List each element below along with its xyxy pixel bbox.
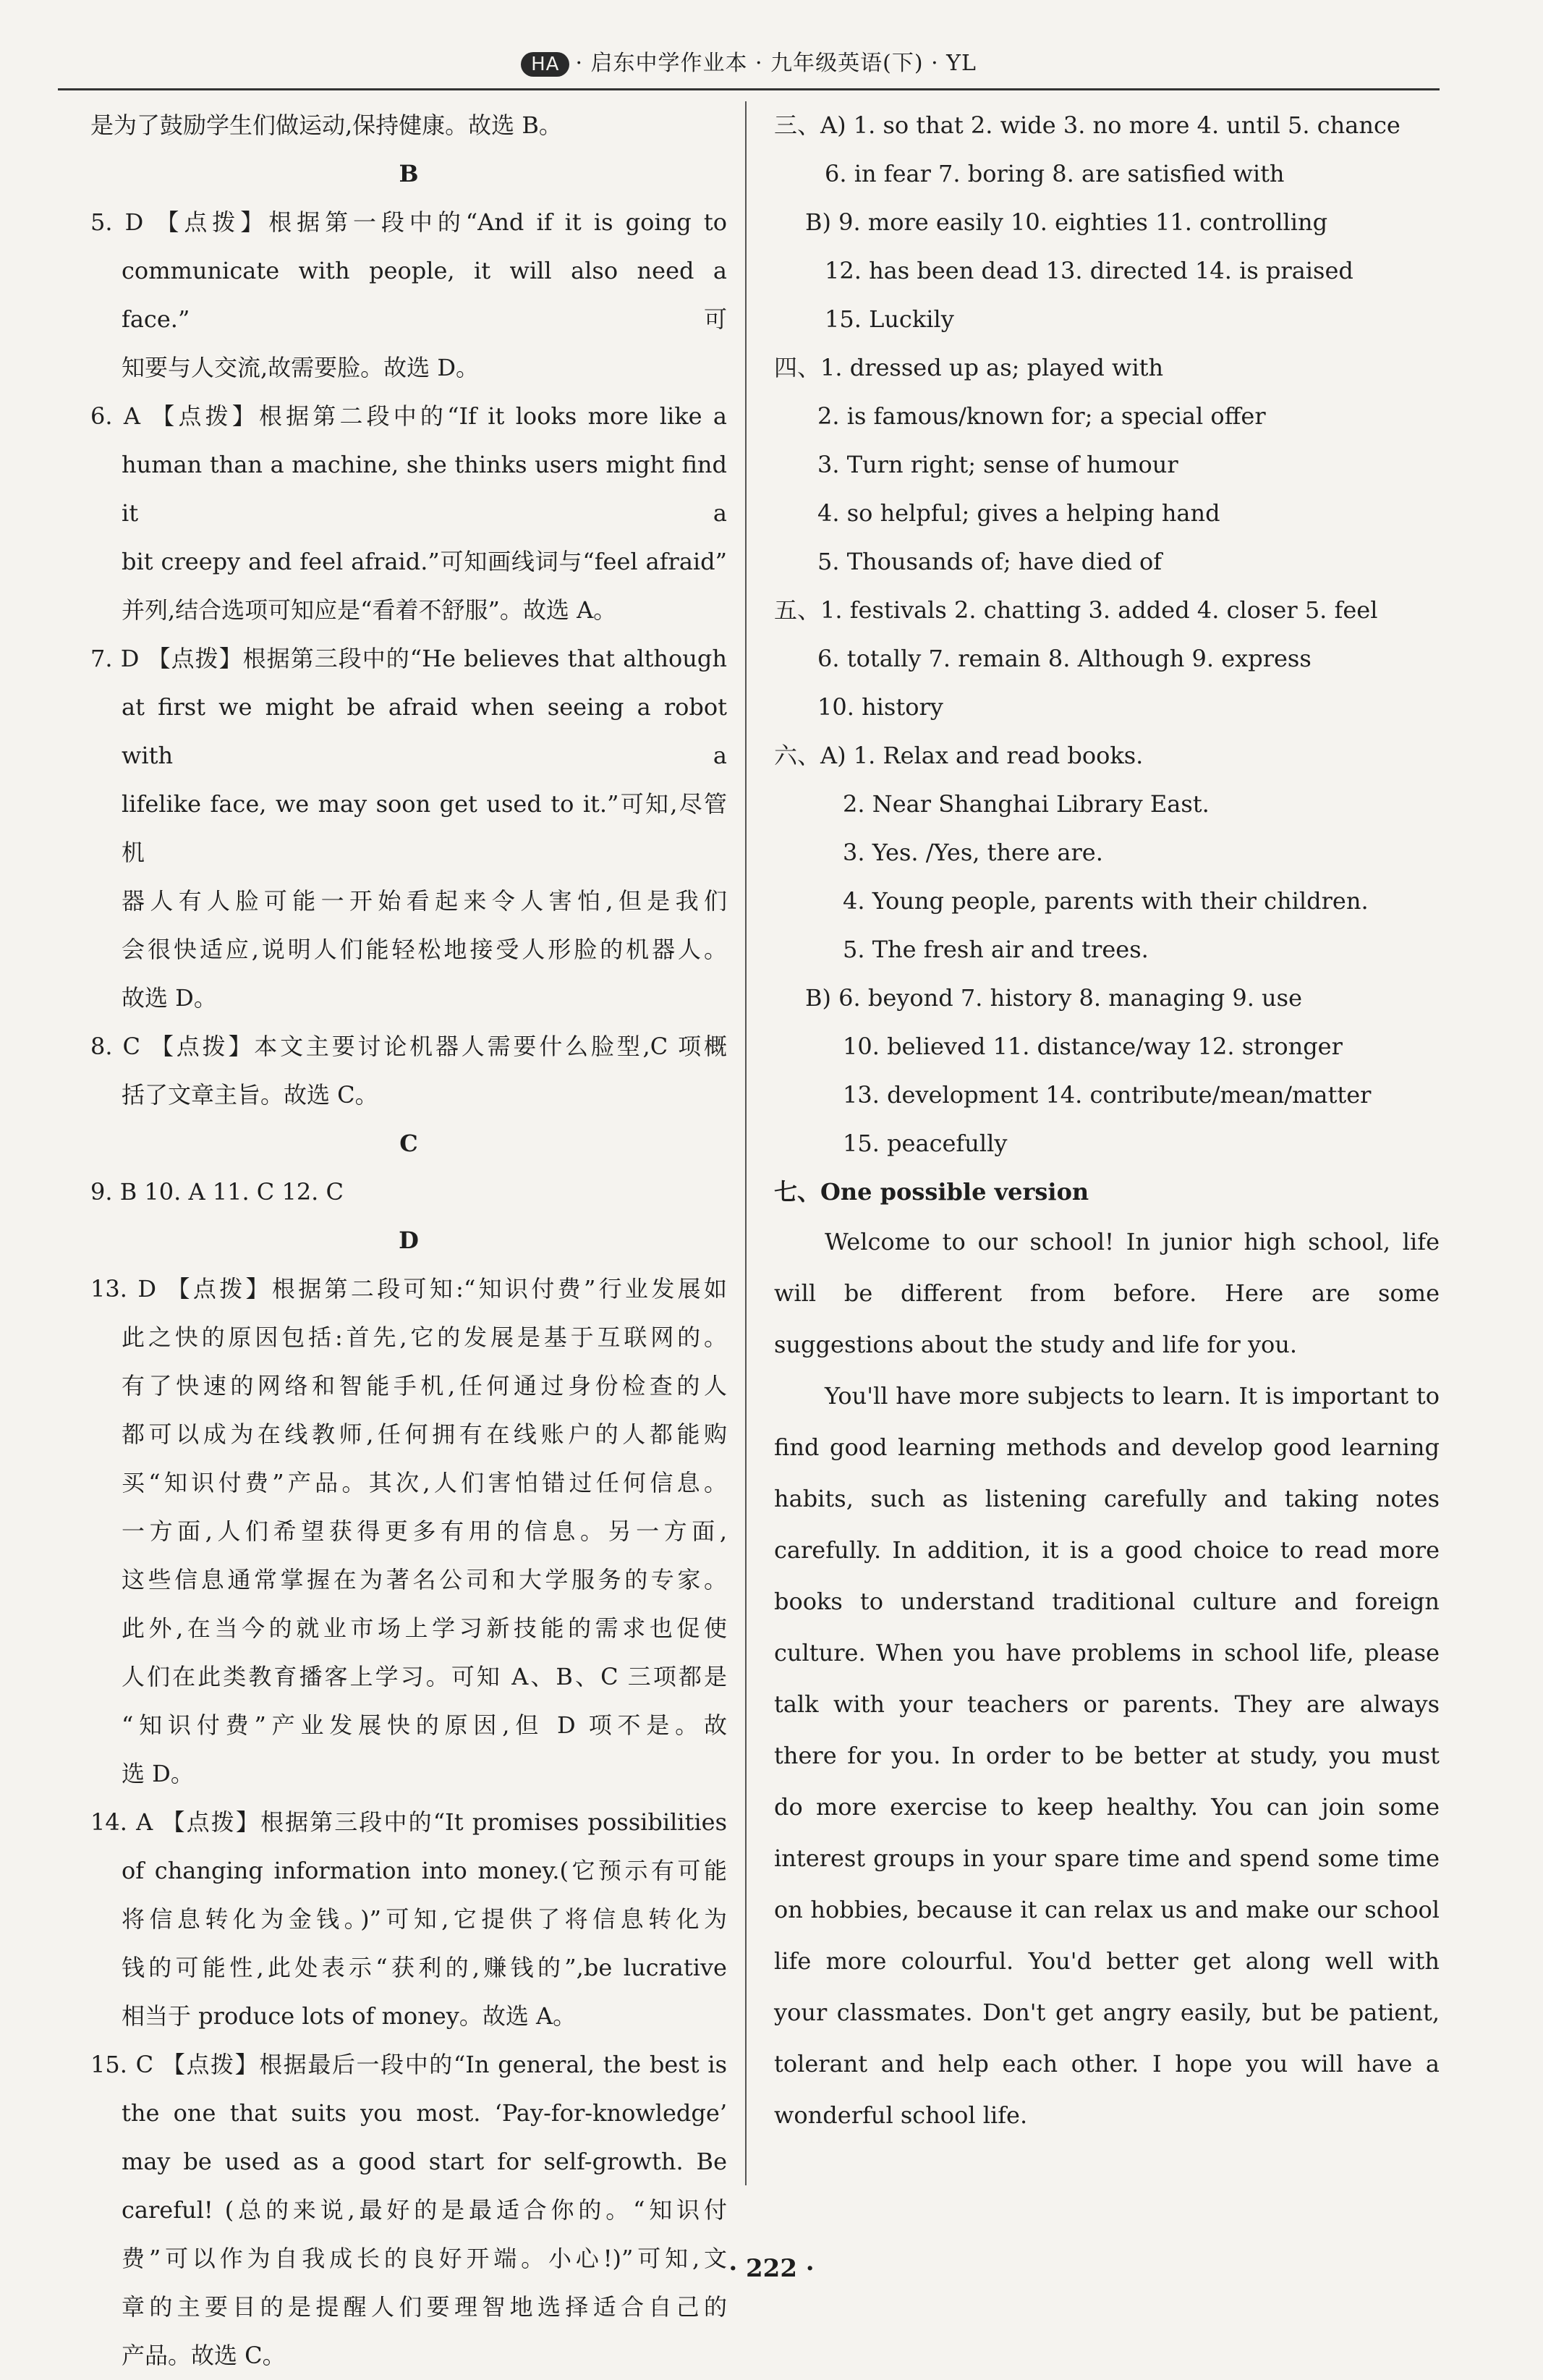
page-header — [58, 45, 1440, 77]
text-line: 并列,结合选项可知应是“看着不舒服”。故选 A。 — [122, 596, 617, 624]
text-line: 括了文章主旨。故选 C。 — [122, 1081, 378, 1109]
text-line: 选 D。 — [122, 1760, 194, 1787]
text-line: 4. so helpful; gives a helping hand — [817, 499, 1220, 527]
text-line: 6. A 【点拨】根据第二段中的“If it looks more like a — [90, 402, 727, 430]
text-line: 2. is famous/known for; a special offer — [817, 402, 1266, 430]
left-column — [90, 101, 727, 2380]
text-line: 一方面,人们希望获得更多有用的信息。另一方面, — [122, 1517, 727, 1545]
column-divider — [745, 101, 747, 2185]
text-line: 产品。故选 C。 — [122, 2342, 286, 2369]
text-line: B) 9. more easily 10. eighties 11. controlling — [805, 208, 1328, 236]
text-line: human than a machine, she thinks users might find it a — [122, 451, 727, 527]
text-line: 是为了鼓励学生们做运动,保持健康。故选 B。 — [90, 111, 562, 139]
text-line: 7. D 【点拨】根据第三段中的“He believes that although — [90, 645, 727, 672]
series-badge: HA — [521, 52, 569, 77]
text-line: C — [399, 1130, 418, 1157]
text-line: of changing information into money.(它预示有可能 — [122, 1857, 727, 1884]
page-number: · 222 · — [728, 2254, 815, 2283]
text-line: B) 6. beyond 7. history 8. managing 9. use — [805, 984, 1303, 1012]
text-line: 4. Young people, parents with their children. — [843, 887, 1369, 915]
text-line: 此外,在当今的就业市场上学习新技能的需求也促使 — [122, 1614, 727, 1642]
text-line: 五、1. festivals 2. chatting 3. added 4. closer 5. feel — [774, 596, 1378, 624]
text-line: 都可以成为在线教师,任何拥有在线账户的人都能购 — [122, 1420, 727, 1448]
text-line: 12. has been dead 13. directed 14. is praised — [825, 257, 1353, 284]
text-line: 3. Turn right; sense of humour — [817, 451, 1178, 478]
text-line: 这些信息通常掌握在为著名公司和大学服务的专家。 — [122, 1566, 727, 1593]
text-line: 10. believed 11. distance/way 12. stronger — [843, 1033, 1343, 1060]
text-line: 15. peacefully — [843, 1130, 1008, 1157]
essay-paragraph-2: You'll have more subjects to learn. It is important to find good learning methods and develop good learning habits, such as listening carefully and taking notes carefully. In addition, it is a good choice to read more books to understand traditional culture and foreign culture. When you have problems in school life, please talk with your teachers or parents. They are always there for you. In order to be better at study, you must do more exercise to keep healthy. You can join some interest groups in your spare time and spend some time on hobbies, because it can relax us and make our school life more colourful. You'd better get along well with your classmates. Don't get angry easily, but be patient, tolerant and help each other. I hope you will have a wonderful school life. — [774, 1382, 1440, 2129]
text-line: 10. history — [817, 693, 943, 721]
text-line: 三、A) 1. so that 2. wide 3. no more 4. until 5. chance — [774, 111, 1400, 139]
text-line: 将信息转化为金钱。)”可知,它提供了将信息转化为 — [122, 1905, 727, 1933]
text-line: 故选 D。 — [122, 984, 217, 1012]
text-line: 有了快速的网络和智能手机,任何通过身份检查的人 — [122, 1372, 727, 1399]
header-title: · 启东中学作业本 · 九年级英语(下) · YL — [575, 51, 977, 76]
text-line: D — [399, 1227, 419, 1254]
text-line: 器人有人脸可能一开始看起来令人害怕,但是我们 — [122, 887, 727, 915]
text-line: 6. in fear 7. boring 8. are satisfied with — [825, 160, 1285, 187]
text-line: 15. Luckily — [825, 305, 954, 333]
text-line: 相当于 produce lots of money。故选 A。 — [122, 2002, 577, 2030]
text-line: 6. totally 7. remain 8. Although 9. express — [817, 645, 1312, 672]
text-line: 2. Near Shanghai Library East. — [843, 790, 1210, 818]
text-line: 钱的可能性,此处表示“获利的,赚钱的”,be lucrative — [122, 1954, 727, 1981]
text-line: 15. C 【点拨】根据最后一段中的“In general, the best is — [90, 2051, 727, 2078]
text-line: at first we might be afraid when seeing a robot with a — [122, 693, 727, 769]
text-line: communicate with people, it will also need a face.”可 — [122, 257, 727, 333]
text-line: 13. development 14. contribute/mean/matter — [843, 1081, 1372, 1109]
text-line: 人们在此类教育播客上学习。可知 A、B、C 三项都是 — [122, 1663, 727, 1690]
text-line: 3. Yes. /Yes, there are. — [843, 839, 1103, 866]
text-line: “知识付费”产业发展快的原因,但 D 项不是。故 — [122, 1711, 727, 1739]
text-line: 会很快适应,说明人们能轻松地接受人形脸的机器人。 — [122, 936, 727, 963]
text-line: 知要与人交流,故需要脸。故选 D。 — [122, 354, 480, 381]
text-line: careful! (总的来说,最好的是最适合你的。“知识付 — [122, 2196, 727, 2224]
text-line: 买“知识付费”产品。其次,人们害怕错过任何信息。 — [122, 1469, 727, 1496]
text-line: the one that suits you most. ‘Pay-for-knowledge’ — [122, 2099, 727, 2127]
text-line: 5. Thousands of; have died of — [817, 548, 1162, 575]
text-line: 13. D 【点拨】根据第二段可知:“知识付费”行业发展如 — [90, 1275, 727, 1303]
right-column — [774, 101, 1440, 2141]
text-line: 8. C 【点拨】本文主要讨论机器人需要什么脸型,C 项概 — [90, 1033, 727, 1060]
answer-lines — [774, 101, 1440, 1216]
essay-paragraph-1: Welcome to our school! In junior high school, life will be different from before. Here are some suggestions about the study and life for you. — [774, 1228, 1440, 1358]
text-line: 5. D 【点拨】根据第一段中的“And if it is going to — [90, 208, 727, 236]
text-line: may be used as a good start for self-growth. Be — [122, 2148, 727, 2175]
text-line: 七、One possible version — [774, 1178, 1089, 1206]
text-line: 14. A 【点拨】根据第三段中的“It promises possibilities — [90, 1808, 727, 1836]
text-line: 9. B 10. A 11. C 12. C — [90, 1178, 344, 1206]
text-line: 四、1. dressed up as; played with — [774, 354, 1164, 381]
text-line: bit creepy and feel afraid.”可知画线词与“feel afraid” — [122, 548, 727, 575]
text-line: 此之快的原因包括:首先,它的发展是基于互联网的。 — [122, 1324, 727, 1351]
text-line: lifelike face, we may soon get used to it.”可知,尽管机 — [122, 790, 727, 866]
text-line: 费”可以作为自我成长的良好开端。小心!)”可知,文 — [122, 2245, 727, 2272]
text-line: 5. The fresh air and trees. — [843, 936, 1149, 963]
text-line: 章的主要目的是提醒人们要理智地选择适合自己的 — [122, 2293, 727, 2321]
text-line: B — [399, 160, 419, 187]
header-rule — [58, 88, 1440, 90]
text-line: 六、A) 1. Relax and read books. — [774, 742, 1144, 769]
